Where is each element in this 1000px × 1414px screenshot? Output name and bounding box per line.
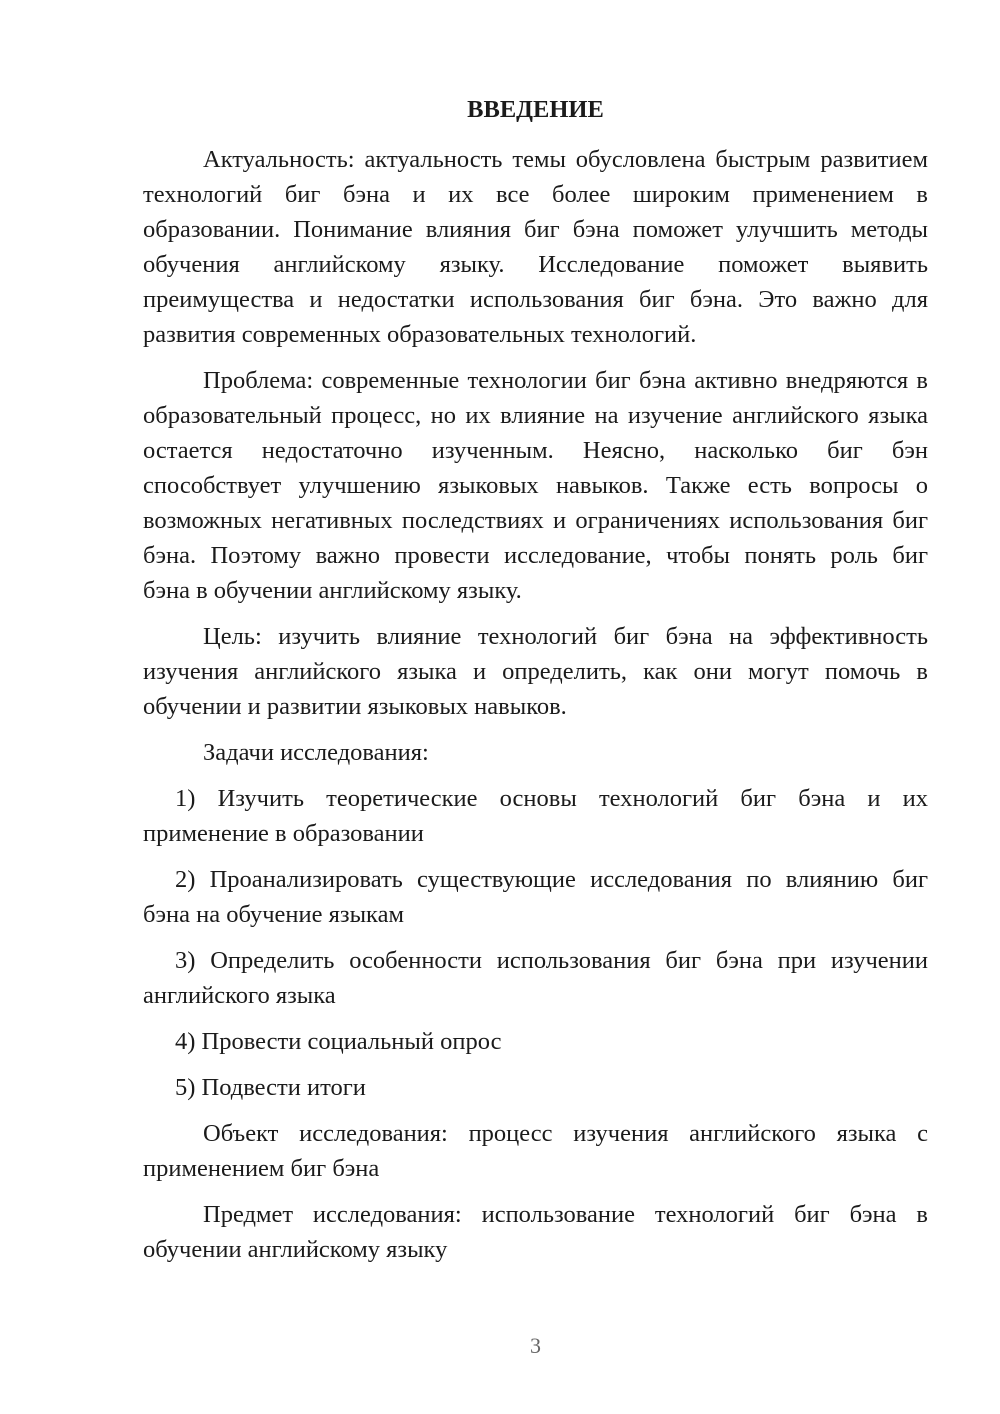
object-paragraph bbox=[143, 1116, 928, 1186]
paragraph-line: обучения английскому языку. Исследование поможет выявить bbox=[143, 251, 928, 278]
paragraph-line: 1) Изучить теоретические основы технологий биг бэна и их bbox=[175, 785, 928, 812]
paragraph-line: бэна. Поэтому важно провести исследование, чтобы понять роль биг bbox=[143, 542, 928, 569]
paragraph-line: изучения английского языка и определить, как они могут помочь в bbox=[143, 658, 928, 685]
paragraph-line: бэна на обучение языкам bbox=[143, 901, 404, 928]
paragraph-line: Цель: изучить влияние технологий биг бэна на эффективность bbox=[203, 623, 928, 650]
tasks-list bbox=[143, 781, 928, 1105]
task-item bbox=[143, 862, 928, 932]
paragraph-line: бэна в обучении английскому языку. bbox=[143, 577, 522, 604]
subject-paragraph bbox=[143, 1197, 928, 1267]
paragraph-line: образовательный процесс, но их влияние на изучение английского языка bbox=[143, 402, 928, 429]
section-title: ВВЕДЕНИЕ bbox=[467, 96, 604, 123]
paragraph-line: остается недостаточно изученным. Неясно, насколько биг бэн bbox=[143, 437, 928, 464]
paragraph-line: технологий биг бэна и их все более широким применением в bbox=[143, 181, 928, 208]
paragraph-line: английского языка bbox=[143, 982, 336, 1009]
paragraph-line: применением биг бэна bbox=[143, 1155, 380, 1182]
page-number: 3 bbox=[530, 1333, 541, 1358]
paragraph-line: преимущества и недостатки использования биг бэна. Это важно для bbox=[143, 286, 928, 313]
task-item bbox=[143, 1024, 928, 1059]
paragraph-line: Задачи исследования: bbox=[203, 739, 429, 766]
paragraph-line: 5) Подвести итоги bbox=[175, 1074, 366, 1101]
paragraph-line: Предмет исследования: использование технологий биг бэна в bbox=[203, 1201, 928, 1228]
goal-paragraph bbox=[143, 619, 928, 724]
relevance-paragraph bbox=[143, 142, 928, 352]
paragraph-line: обучении и развитии языковых навыков. bbox=[143, 693, 567, 720]
paragraph-line: Актуальность: актуальность темы обусловлена быстрым развитием bbox=[203, 146, 928, 173]
paragraph-line: обучении английскому языку bbox=[143, 1236, 448, 1263]
paragraph-line: применение в образовании bbox=[143, 820, 424, 847]
paragraph-line: возможных негативных последствиях и ограничениях использования биг bbox=[143, 507, 928, 534]
paragraph-line: развития современных образовательных технологий. bbox=[143, 321, 697, 348]
task-item bbox=[143, 943, 928, 1013]
paragraph-line: Проблема: современные технологии биг бэна активно внедряются в bbox=[203, 367, 928, 394]
paragraph-line: Объект исследования: процесс изучения английского языка с bbox=[203, 1120, 928, 1147]
paragraph-line: 4) Провести социальный опрос bbox=[175, 1028, 502, 1055]
document-page-content bbox=[143, 92, 928, 1267]
task-item bbox=[143, 1070, 928, 1105]
paragraph-line: 2) Проанализировать существующие исследования по влиянию биг bbox=[175, 866, 928, 893]
tasks-heading bbox=[143, 735, 928, 770]
problem-paragraph bbox=[143, 363, 928, 608]
paragraph-line: 3) Определить особенности использования биг бэна при изучении bbox=[175, 947, 928, 974]
paragraph-line: способствует улучшению языковых навыков. Также есть вопросы о bbox=[143, 472, 928, 499]
paragraph-line: образовании. Понимание влияния биг бэна поможет улучшить методы bbox=[143, 216, 928, 243]
task-item bbox=[143, 781, 928, 851]
